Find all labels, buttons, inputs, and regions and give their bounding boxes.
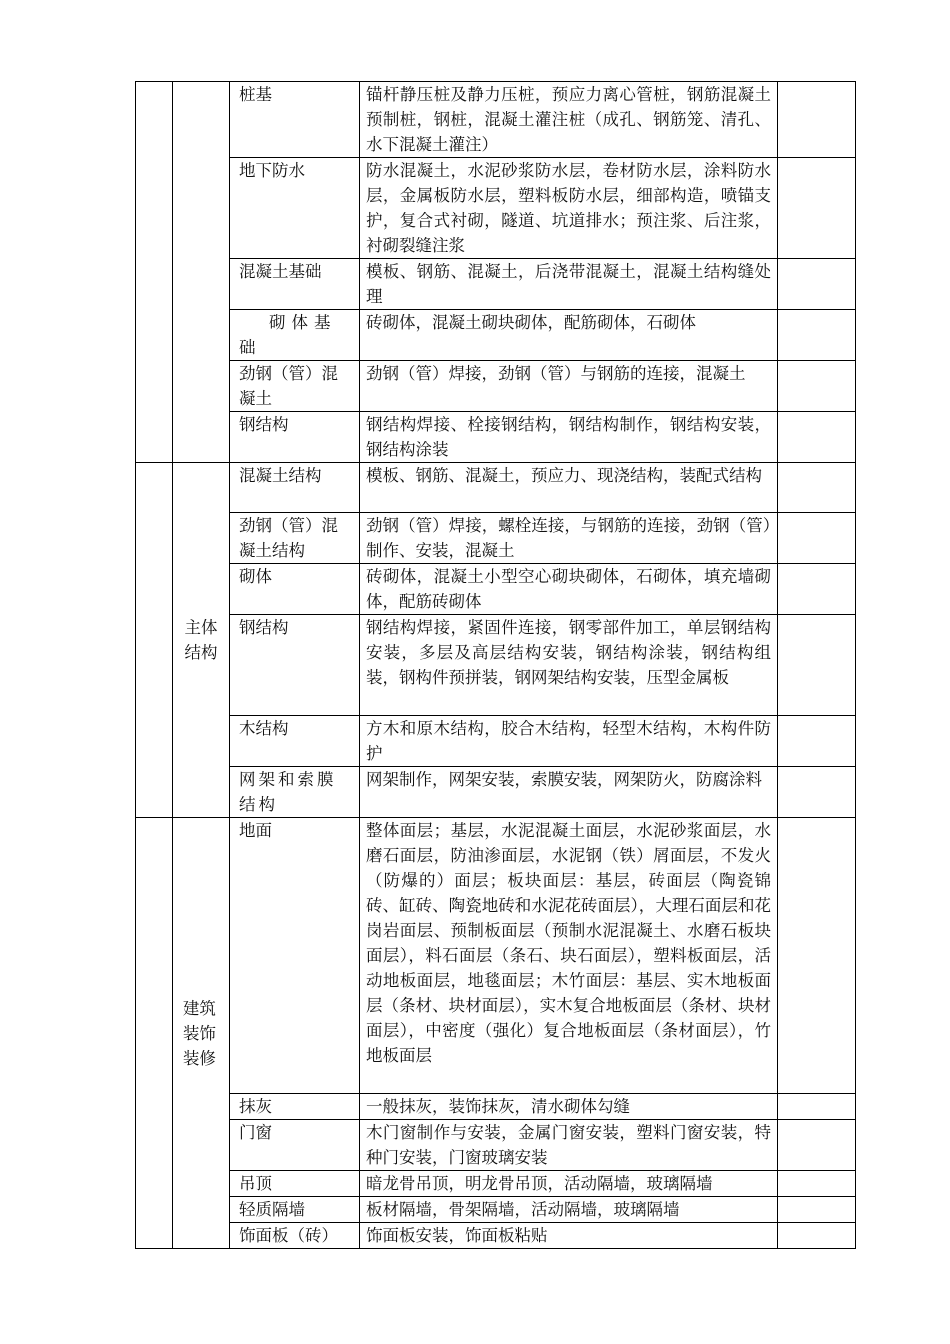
division-cell — [173, 82, 230, 463]
subdivision-cell: 木结构 — [230, 716, 360, 767]
table-row — [136, 513, 856, 564]
content-cell: 劲钢（管）焊接，劲钢（管）与钢筋的连接，混凝土 — [360, 361, 778, 412]
table-row — [136, 463, 856, 513]
subdivision-cell: 劲钢（管）混凝土结构 — [230, 513, 360, 564]
remark-cell — [778, 1171, 856, 1197]
subdivision-cell: 吊顶 — [230, 1171, 360, 1197]
subdivision-cell: 门窗 — [230, 1120, 360, 1171]
serial-cell — [136, 463, 173, 818]
subdivision-cell: 饰面板（砖） — [230, 1223, 360, 1249]
acceptance-division-table — [135, 81, 856, 1249]
table-row — [136, 259, 856, 310]
subdivision-cell: 轻质隔墙 — [230, 1197, 360, 1223]
content-cell: 板材隔墙，骨架隔墙，活动隔墙，玻璃隔墙 — [360, 1197, 778, 1223]
subdivision-cell: 劲钢（管）混凝土 — [230, 361, 360, 412]
subdivision-cell: 地面 — [230, 818, 360, 1094]
remark-cell — [778, 818, 856, 1094]
subdivision-cell: 地下防水 — [230, 158, 360, 259]
content-cell: 防水混凝土，水泥砂浆防水层，卷材防水层，涂料防水层，金属板防水层，塑料板防水层，细部构造，喷锚支护，复合式衬砌，隧道、坑道排水；预注浆、后注浆，衬砌裂缝注浆 — [360, 158, 778, 259]
table-row — [136, 361, 856, 412]
subdivision-cell: 桩基 — [230, 82, 360, 158]
subdivision-cell: 混凝土结构 — [230, 463, 360, 513]
content-cell: 模板、钢筋、混凝土，后浇带混凝土，混凝土结构缝处理 — [360, 259, 778, 310]
serial-cell — [136, 82, 173, 463]
table-row — [136, 1171, 856, 1197]
content-cell: 一般抹灰，装饰抹灰，清水砌体勾缝 — [360, 1094, 778, 1120]
remark-cell — [778, 767, 856, 818]
content-cell: 锚杆静压桩及静力压桩，预应力离心管桩，钢筋混凝土预制桩，钢桩，混凝土灌注桩（成孔、钢筋笼、清孔、水下混凝土灌注） — [360, 82, 778, 158]
remark-cell — [778, 615, 856, 716]
remark-cell — [778, 310, 856, 361]
remark-cell — [778, 1094, 856, 1120]
remark-cell — [778, 1120, 856, 1171]
remark-cell — [778, 1223, 856, 1249]
subdivision-cell: 混凝土基础 — [230, 259, 360, 310]
subdivision-cell: 钢结构 — [230, 412, 360, 463]
division-label: 建筑装饰装修 — [182, 998, 216, 1068]
content-cell: 饰面板安装，饰面板粘贴 — [360, 1223, 778, 1249]
content-cell: 暗龙骨吊顶，明龙骨吊顶，活动隔墙，玻璃隔墙 — [360, 1171, 778, 1197]
remark-cell — [778, 716, 856, 767]
content-cell: 模板、钢筋、混凝土，预应力、现浇结构，装配式结构 — [360, 463, 778, 513]
table-row — [136, 1094, 856, 1120]
table-row — [136, 158, 856, 259]
table-row — [136, 716, 856, 767]
division-cell — [173, 818, 230, 1249]
content-cell: 砖砌体，混凝土小型空心砌块砌体，石砌体，填充墙砌体，配筋砖砌体 — [360, 564, 778, 615]
content-cell: 劲钢（管）焊接，螺栓连接，与钢筋的连接，劲钢（管）制作、安装，混凝土 — [360, 513, 778, 564]
table-row — [136, 767, 856, 818]
table-row — [136, 82, 856, 158]
remark-cell — [778, 513, 856, 564]
subdivision-cell: 砌体 — [230, 564, 360, 615]
content-cell: 方木和原木结构，胶合木结构，轻型木结构，木构件防护 — [360, 716, 778, 767]
table-row — [136, 564, 856, 615]
content-cell: 砖砌体，混凝土砌块砌体，配筋砌体，石砌体 — [360, 310, 778, 361]
table-row — [136, 1197, 856, 1223]
remark-cell — [778, 361, 856, 412]
content-cell: 木门窗制作与安装，金属门窗安装，塑料门窗安装，特种门安装，门窗玻璃安装 — [360, 1120, 778, 1171]
remark-cell — [778, 1197, 856, 1223]
remark-cell — [778, 259, 856, 310]
remark-cell — [778, 564, 856, 615]
table-row — [136, 1120, 856, 1171]
remark-cell — [778, 82, 856, 158]
serial-cell — [136, 818, 173, 1249]
subdivision-cell: 砌体基础 — [230, 310, 360, 361]
subdivision-cell: 抹灰 — [230, 1094, 360, 1120]
remark-cell — [778, 463, 856, 513]
table-row — [136, 1223, 856, 1249]
content-cell: 钢结构焊接、栓接钢结构，钢结构制作，钢结构安装，钢结构涂装 — [360, 412, 778, 463]
table-row — [136, 310, 856, 361]
content-cell: 钢结构焊接，紧固件连接，钢零部件加工，单层钢结构安装，多层及高层结构安装，钢结构涂装，钢结构组装，钢构件预拼装，钢网架结构安装，压型金属板 — [360, 615, 778, 716]
table-row — [136, 818, 856, 1094]
remark-cell — [778, 158, 856, 259]
table-row — [136, 615, 856, 716]
remark-cell — [778, 412, 856, 463]
division-cell: 主体结构 — [173, 463, 230, 818]
subdivision-cell: 钢结构 — [230, 615, 360, 716]
table-row — [136, 412, 856, 463]
content-cell: 整体面层；基层，水泥混凝土面层，水泥砂浆面层，水磨石面层，防油渗面层，水泥钢（铁）屑面层，不发火（防爆的）面层；板块面层：基层，砖面层（陶瓷锦砖、缸砖、陶瓷地砖和水泥花砖面层），大理石面层和花岗岩面层、预制板面层（预制水泥混凝土、水磨石板块面层），料石面层（条石、块石面层），塑料板面层，活动地板面层，地毯面层；木竹面层：基层、实木地板面层（条材、块材面层），实木复合地板面层（条材、块材面层），中密度（强化）复合地板面层（条材面层），竹地板面层 — [360, 818, 778, 1094]
content-cell: 网架制作，网架安装，索膜安装，网架防火，防腐涂料 — [360, 767, 778, 818]
subdivision-cell: 网架和索膜结构 — [230, 767, 360, 818]
